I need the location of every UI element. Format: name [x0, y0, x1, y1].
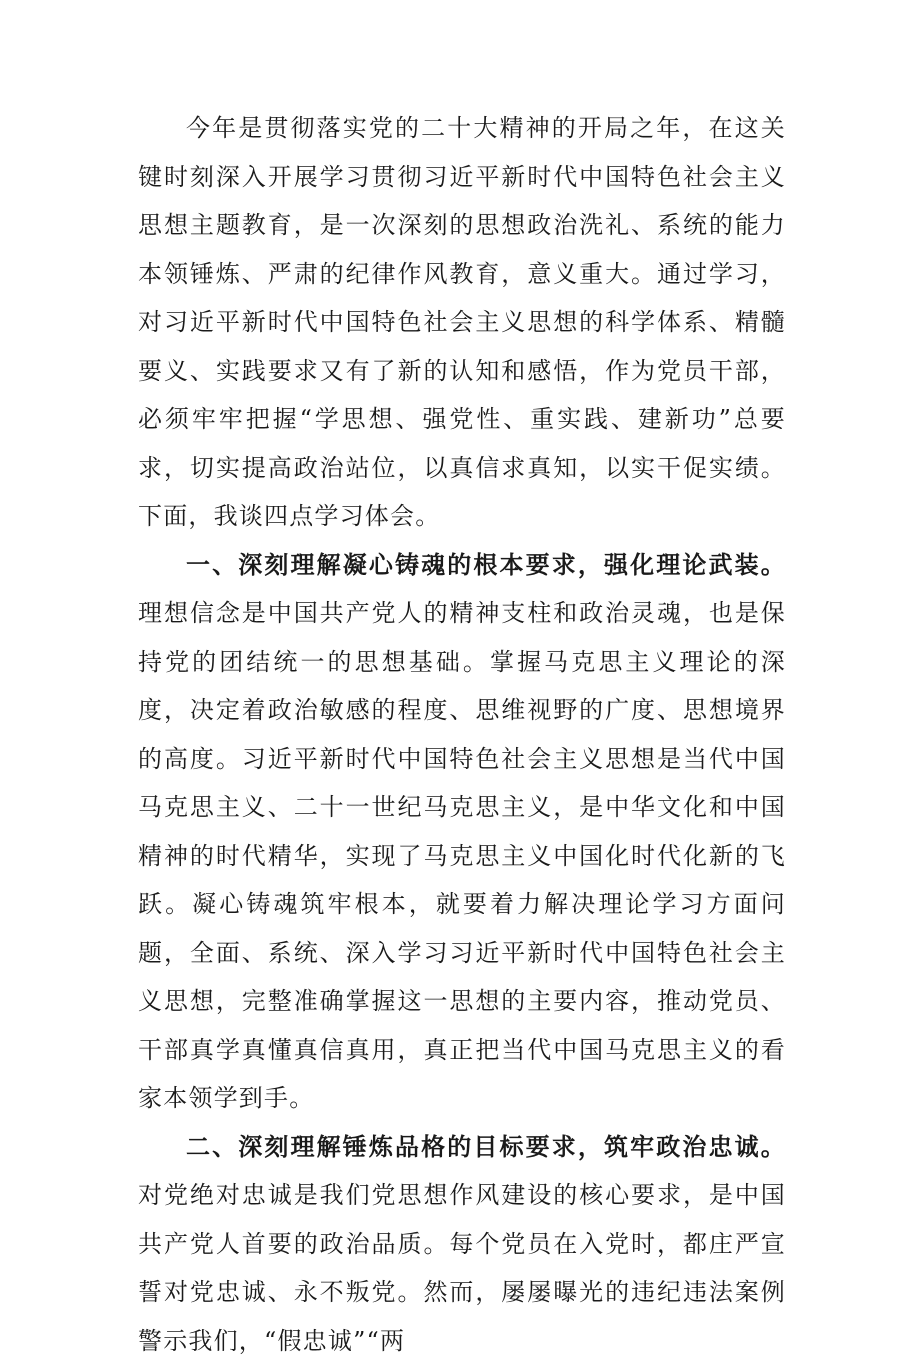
document-page: [138, 104, 786, 1365]
section-one-heading: 一、深刻理解凝心铸魂的根本要求，强化理论武装。: [186, 550, 786, 579]
section-two-paragraph: [138, 1123, 786, 1365]
intro-paragraph: [138, 104, 786, 541]
intro-paragraph-text: 今年是贯彻落实党的二十大精神的开局之年，在这关键时刻深入开展学习贯彻习近平新时代中国特色社会主义思想主题教育，是一次深刻的思想政治洗礼、系统的能力本领锤炼、严肃的纪律作风教育，意义重大。通过学习，对习近平新时代中国特色社会主义思想的科学体系、精髓要义、实践要求又有了新的认知和感悟，作为党员干部，必须牢牢把握“学思想、强党性、重实践、建新功”总要求，切实提高政治站位，以真信求真知，以实干促实绩。下面，我谈四点学习体会。: [138, 114, 786, 530]
section-two-text: 对党绝对忠诚是我们党思想作风建设的核心要求，是中国共产党人首要的政治品质。每个党员在入党时，都庄严宣誓对党忠诚、永不叛党。然而，屡屡曝光的违纪违法案例警示我们，“假忠诚”“两: [138, 1181, 786, 1355]
section-one-text: 理想信念是中国共产党人的精神支柱和政治灵魂，也是保持党的团结统一的思想基础。掌握马克思主义理论的深度，决定着政治敏感的程度、思维视野的广度、思想境界的高度。习近平新时代中国特色社会主义思想是当代中国马克思主义、二十一世纪马克思主义，是中华文化和中国精神的时代精华，实现了马克思主义中国化时代化新的飞跃。凝心铸魂筑牢根本，就要着力解决理论学习方面问题，全面、系统、深入学习习近平新时代中国特色社会主义思想，完整准确掌握这一思想的主要内容，推动党员、干部真学真懂真信真用，真正把当代中国马克思主义的看家本领学到手。: [138, 599, 786, 1112]
section-one-paragraph: [138, 541, 786, 1123]
section-two-heading: 二、深刻理解锤炼品格的目标要求，筑牢政治忠诚。: [186, 1132, 786, 1161]
